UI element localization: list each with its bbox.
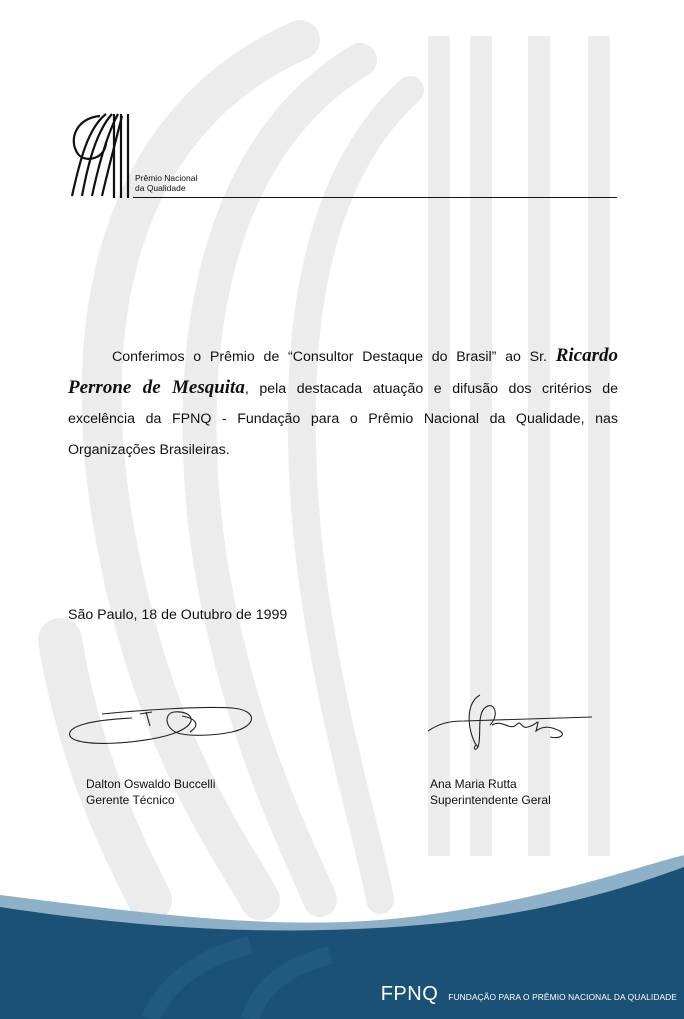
- logo-caption: [135, 174, 197, 193]
- footer-tagline: FUNDAÇÃO PARA O PRÊMIO NACIONAL DA QUALIDADE: [448, 992, 677, 1002]
- logo-caption-line2: da Qualidade: [135, 182, 186, 193]
- certificate-text-intro: Conferimos o Prêmio de “Consultor Destaque do Brasil” ao Sr.: [112, 349, 556, 365]
- signature-right: [430, 777, 551, 808]
- signature-left-handwritten: [62, 692, 262, 752]
- certificate-body: [68, 341, 618, 465]
- logo-caption-line1: Prêmio Nacional: [135, 173, 198, 183]
- signer-title: Gerente Técnico: [86, 792, 175, 807]
- header-divider: [133, 197, 617, 198]
- signer-name: Dalton Oswaldo Buccelli: [86, 777, 216, 791]
- signer-title: Superintendente Geral: [430, 792, 551, 807]
- recipient-name: Ricardo Perrone de Mesquita: [68, 345, 618, 398]
- footer-brand: FPNQ: [380, 983, 439, 1005]
- signer-name: Ana Maria Rutta: [430, 777, 517, 791]
- signature-left: [86, 777, 215, 808]
- pnq-logo-mark-icon: [66, 110, 136, 198]
- signature-right-handwritten: [420, 685, 600, 755]
- certificate-text-rest: , pela destacada atuação e difusão dos critérios de excelência da FPNQ - Fundação para o Prêmio Nacional da Qualidade, nas Organizações Brasileiras.: [68, 380, 618, 458]
- date-line: São Paulo, 18 de Outubro de 1999: [68, 607, 288, 623]
- pnq-logo: [66, 110, 618, 202]
- footer: [381, 983, 677, 1006]
